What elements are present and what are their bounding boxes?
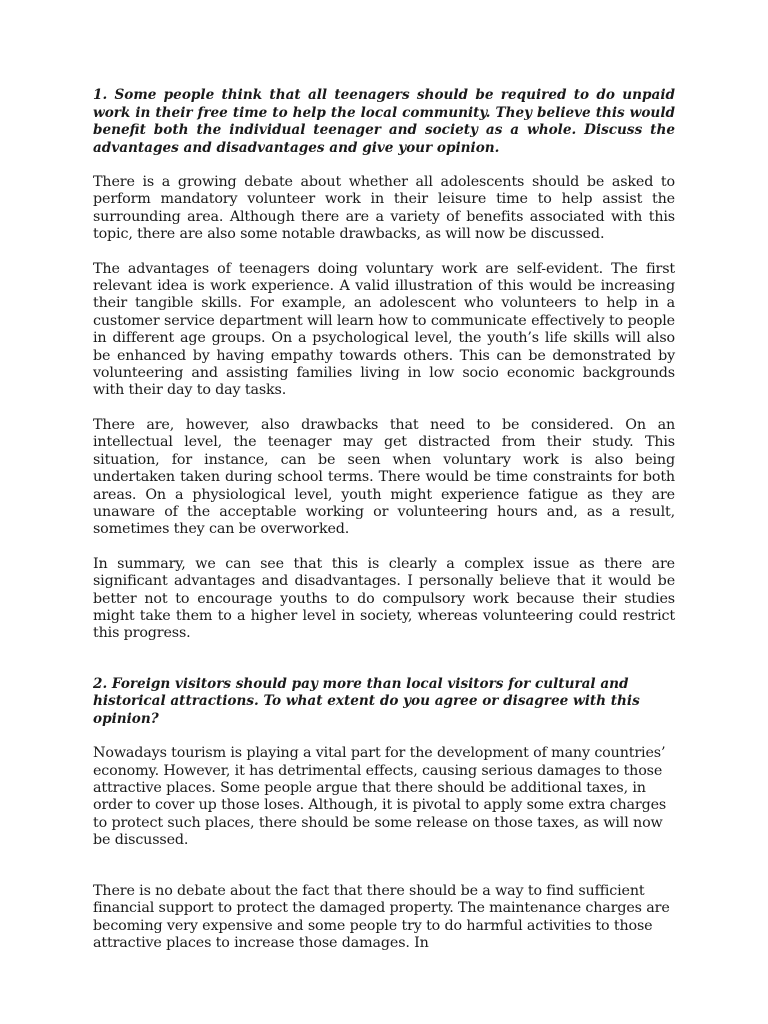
essay-2-paragraph-body: There is no debate about the fact that there should be a way to find sufficient financial support to protect the damaged property. The maintenance charges are becoming very expensive and some people try to do harmful activities to those attractive places to increase those damages. In bbox=[93, 882, 670, 951]
essay-1-paragraph-advantages: The advantages of teenagers doing voluntary work are self-evident. The first relevant idea is work experience. A valid illustration of this would be increasing their tangible skills. For example, an adolescent who volunteers to help in a customer service department will learn how to communicate effectively to people in different age groups. On a psychological level, the youth’s life skills will also be enhanced by having empathy towards others. This can be demonstrated by volunteering and assisting families living in low socio economic backgrounds with their day to day tasks. bbox=[93, 260, 675, 399]
essay-2-question: 2. Foreign visitors should pay more than local visitors for cultural and historical attractions. To what extent do you agree or disagree with this opinion? bbox=[93, 675, 640, 727]
essay-1-paragraph-intro: There is a growing debate about whether all adolescents should be asked to perform mandatory volunteer work in their leisure time to help assist the surrounding area. Although there are a variety of benefits associated with this topic, there are also some notable drawbacks, as will now be discussed. bbox=[93, 174, 675, 243]
essay-2-paragraph-intro: Nowadays tourism is playing a vital part for the development of many countries’ economy. However, it has detrimental effects, causing serious damages to those attractive places. Some people argue that there should be additional taxes, in order to cover up those loses. Although, it is pivotal to apply some extra charges to protect such places, there should be some release on those taxes, as will now be discussed. bbox=[93, 745, 667, 849]
essay-1-paragraph-summary: In summary, we can see that this is clearly a complex issue as there are significant advantages and disadvantages. I personally believe that it would be better not to encourage youths to do compulsory work because their studies might take them to a higher level in society, whereas volunteering could restrict this progress. bbox=[93, 555, 675, 642]
essay-1-question: 1. Some people think that all teenagers should be required to do unpaid work in their free time to help the local community. They believe this would benefit both the individual teenager and society as a whole. Discuss the advantages and disadvantages and give your opinion. bbox=[93, 87, 675, 156]
document-page bbox=[93, 87, 675, 952]
essay-1-paragraph-drawbacks: There are, however, also drawbacks that need to be considered. On an intellectual level, the teenager may get distracted from their study. This situation, for instance, can be seen when voluntary work is also being undertaken taken during school terms. There would be time constraints for both areas. On a physiological level, youth might experience fatigue as they are unaware of the acceptable working or volunteering hours and, as a result, sometimes they can be overworked. bbox=[93, 416, 675, 538]
